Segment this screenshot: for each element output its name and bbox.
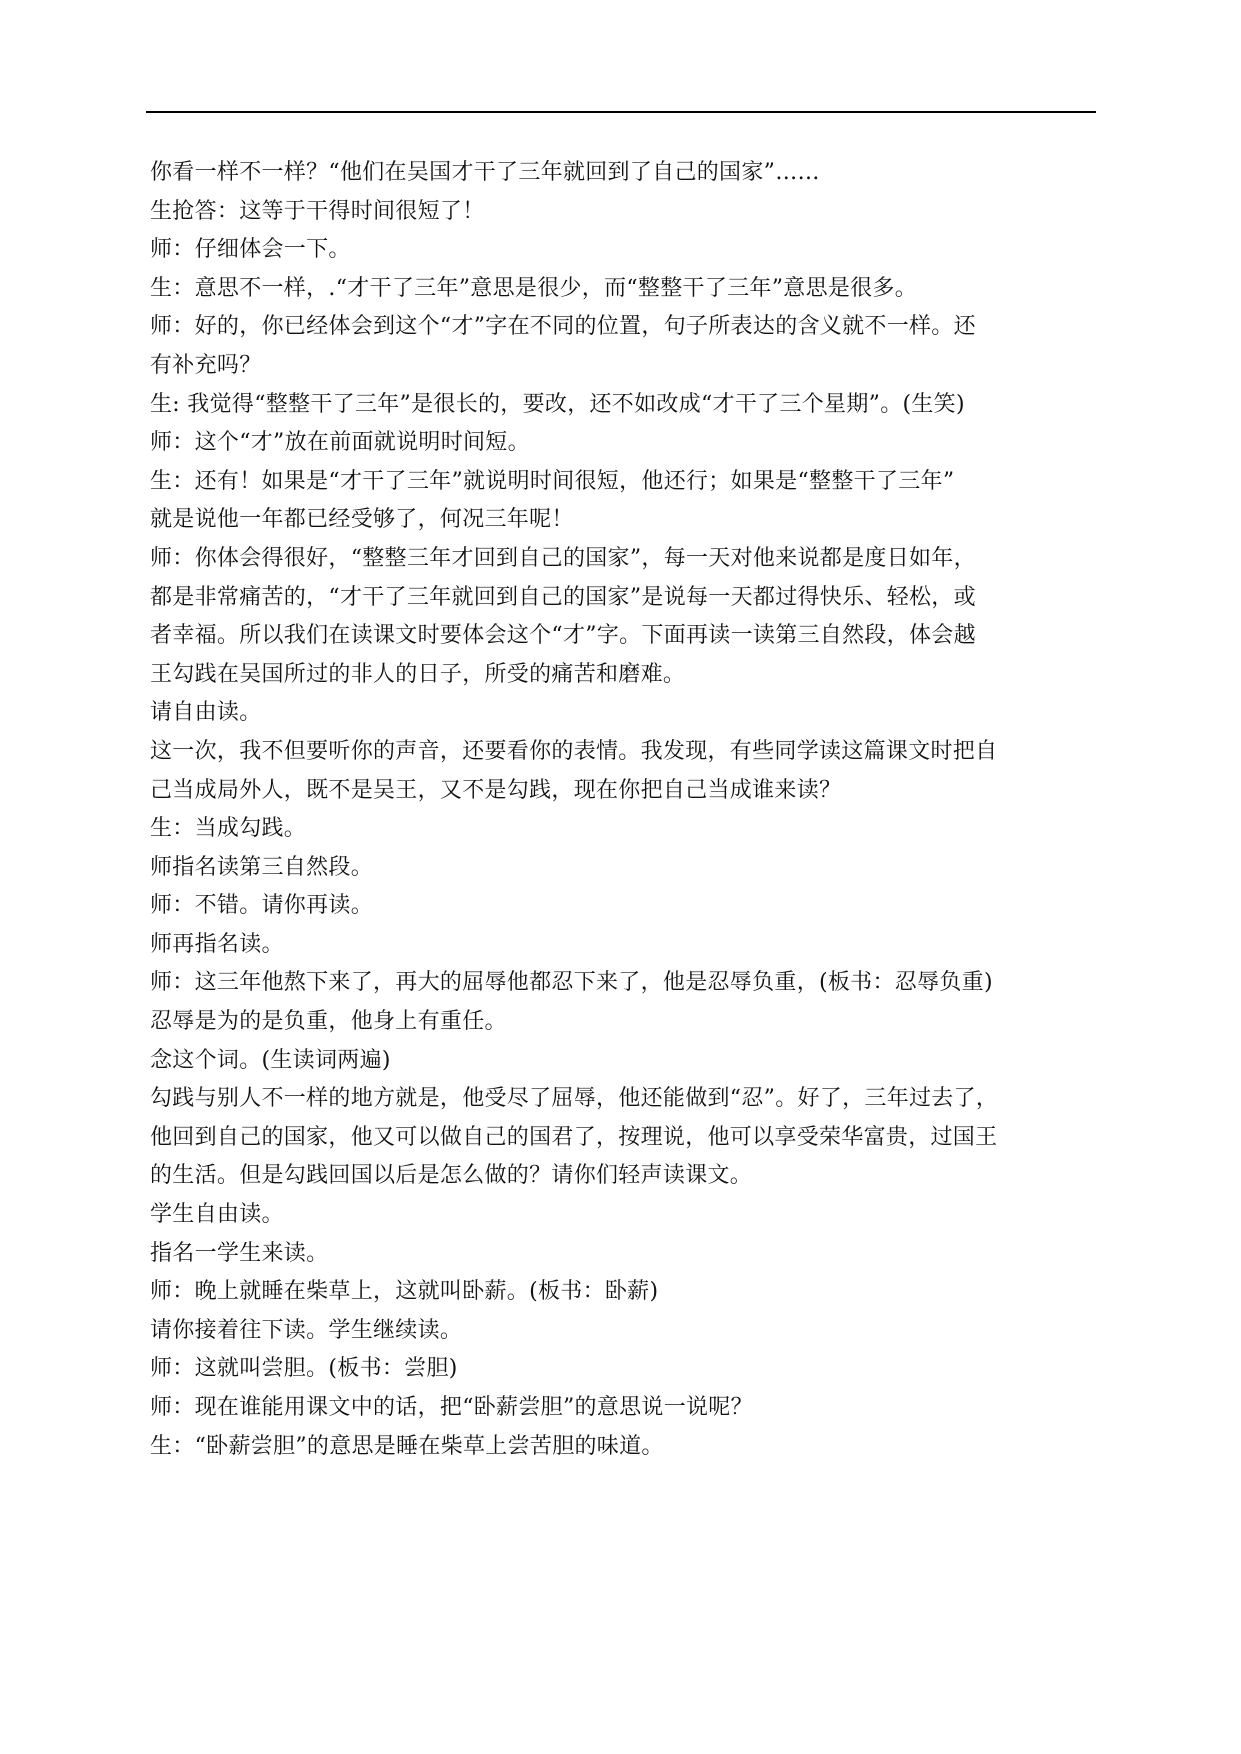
text-line: 请你接着往下读。学生继续读。 bbox=[150, 1317, 463, 1343]
text-line: 指名一学生来读。 bbox=[150, 1240, 329, 1266]
text-line: 生抢答：这等于干得时间很短了！ bbox=[150, 198, 485, 224]
text-line: 师：你体会得很好，“整整三年才回到自己的国家”，每一天对他来说都是度日如年， bbox=[150, 545, 976, 571]
text-line: 他回到自己的国家，他又可以做自己的国君了，按理说，他可以享受荣华富贵，过国王 bbox=[150, 1124, 998, 1150]
text-line: 师：这就叫尝胆。(板书：尝胆) bbox=[150, 1356, 458, 1382]
text-line: 师指名读第三自然段。 bbox=[150, 854, 374, 880]
text-line: 生：当成勾践。 bbox=[150, 816, 307, 842]
text-line: 你看一样不一样？“他们在吴国才干了三年就回到了自己的国家”…… bbox=[150, 160, 820, 185]
text-line: 师：好的，你已经体会到这个“才”字在不同的位置，句子所表达的含义就不一样。还 bbox=[150, 314, 976, 340]
text-line: 忍辱是为的是负重，他身上有重任。 bbox=[150, 1009, 507, 1035]
text-line: 请自由读。 bbox=[150, 700, 262, 726]
text-line: 师再指名读。 bbox=[150, 931, 284, 957]
text-line: 师：晚上就睡在柴草上，这就叫卧薪。(板书：卧薪) bbox=[150, 1279, 659, 1305]
text-line: 师：不错。请你再读。 bbox=[150, 893, 374, 919]
text-line: 勾践与别人不一样的地方就是，他受尽了屈辱，他还能做到“忍”。好了，三年过去了， bbox=[150, 1086, 999, 1112]
text-line: 生：意思不一样，.“才干了三年”意思是很少，而“整整干了三年”意思是很多。 bbox=[150, 275, 918, 301]
text-line: 生：“卧薪尝胆”的意思是睡在柴草上尝苦胆的味道。 bbox=[150, 1433, 664, 1459]
text-line: 师：仔细体会一下。 bbox=[150, 237, 351, 263]
text-line: 己当成局外人，既不是吴王，又不是勾践，现在你把自己当成谁来读？ bbox=[150, 777, 842, 803]
text-line: 都是非常痛苦的，“才干了三年就回到自己的国家”是说每一天都过得快乐、轻松，或 bbox=[150, 584, 976, 610]
text-line: 的生活。但是勾践回国以后是怎么做的？请你们轻声读课文。 bbox=[150, 1163, 753, 1189]
text-line: 有补充吗？ bbox=[150, 352, 262, 378]
text-line: 王勾践在吴国所过的非人的日子，所受的痛苦和磨难。 bbox=[150, 661, 686, 687]
text-line: 者幸福。所以我们在读课文时要体会这个“才”字。下面再读一读第三自然段，体会越 bbox=[150, 623, 976, 649]
header-rule bbox=[146, 111, 1096, 113]
text-line: 生: 我觉得“整整干了三年”是很长的，要改，还不如改成“才干了三个星期”。(生笑) bbox=[150, 391, 965, 417]
text-line: 师：现在谁能用课文中的话，把“卧薪尝胆”的意思说一说呢？ bbox=[150, 1395, 753, 1420]
text-line: 就是说他一年都已经受够了，何况三年呢！ bbox=[150, 507, 574, 533]
document-body bbox=[150, 154, 1095, 1466]
text-line: 师：这个“才”放在前面就说明时间短。 bbox=[150, 430, 530, 456]
text-line: 这一次，我不但要听你的声音，还要看你的表情。我发现，有些同学读这篇课文时把自 bbox=[150, 738, 998, 764]
text-line: 师：这三年他熬下来了，再大的屈辱他都忍下来了，他是忍辱负重，(板书：忍辱负重) bbox=[150, 970, 993, 996]
text-line: 生：还有！如果是“才干了三年”就说明时间很短，他还行；如果是“整整干了三年” bbox=[150, 468, 955, 494]
text-line: 念这个词。(生读词两遍) bbox=[150, 1047, 391, 1073]
text-line: 学生自由读。 bbox=[150, 1202, 284, 1228]
